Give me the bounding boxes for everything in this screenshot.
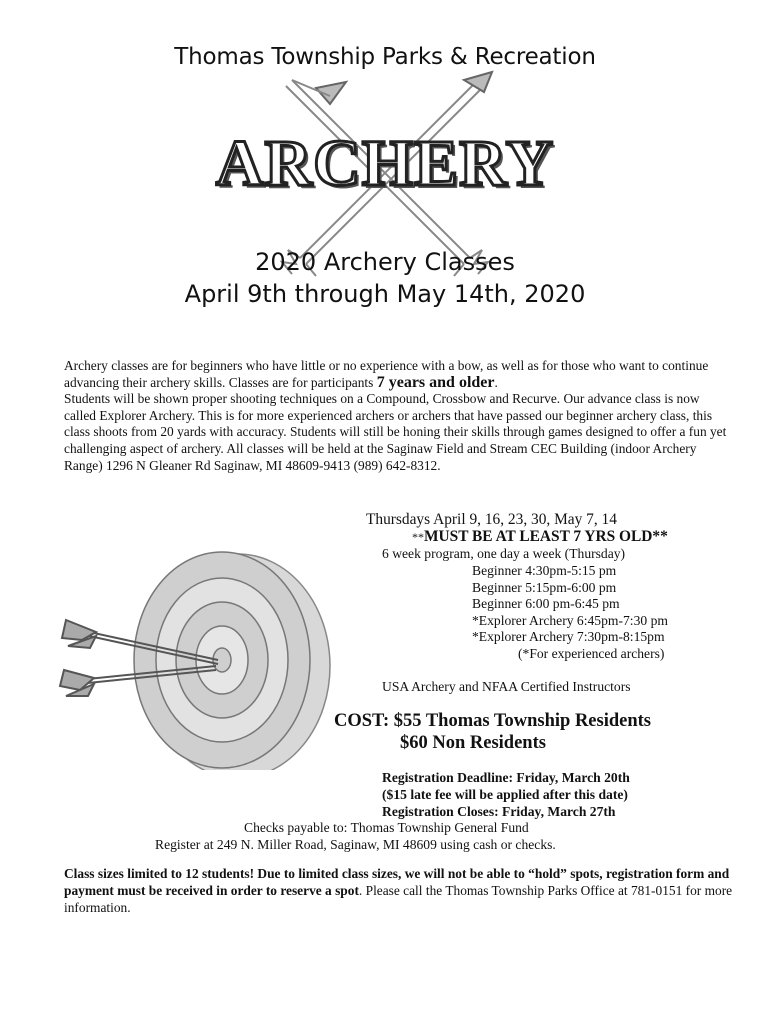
registration-location: Register at 249 N. Miller Road, Saginaw, MI 48609 using cash or checks.	[155, 837, 556, 852]
late-fee-note: ($15 late fee will be applied after this date)	[382, 787, 628, 802]
registration-deadline: Registration Deadline: Friday, March 20th	[382, 770, 630, 785]
intro-class-description: Students will be shown proper shooting techniques on a Compound, Crossbow and Recurve. Our advance class is now called Explorer Archery. This is for more experienced archers or archers that have passed our beginner archery class, this class shoots from 20 yards with accuracy. Students will still be honing their skills through games designed to offer a fun yet challenging aspect of archery. All classes will be held at the Saginaw Field and Stream CEC Building (indoor Archery Range) 1296 N Gleaner Rd Saginaw, MI 48609-9413 (989) 642-8312.	[64, 391, 727, 473]
session-item: *Explorer Archery 6:45pm-7:30 pm	[472, 612, 668, 628]
registration-closes: Registration Closes: Friday, March 27th	[382, 804, 616, 819]
age-prefix: **	[412, 530, 424, 544]
intro-text-end: .	[494, 374, 498, 390]
session-item: Beginner 5:15pm-6:00 pm	[472, 579, 617, 595]
subtitle-date-range: April 9th through May 14th, 2020	[184, 280, 586, 308]
age-requirement-text: MUST BE AT LEAST 7 YRS OLD	[424, 528, 653, 545]
intro-text-start: Archery classes are for beginners who have little or no experience with a bow, as well as for those who want to continue advancing their archery skills. Classes are for participants	[64, 358, 709, 390]
cost-non-residents: $60 Non Residents	[400, 733, 546, 753]
intro-paragraph	[64, 358, 734, 474]
program-description: 6 week program, one day a week (Thursday)	[382, 546, 626, 561]
page-title: ARCHERY	[215, 127, 555, 200]
session-list	[472, 563, 668, 646]
session-item: *Explorer Archery 7:30pm-8:15pm	[472, 629, 665, 645]
class-size-warning: Class sizes limited to 12 students! Due to limited class sizes, we will not be able to “hold” spots, registration form and payment must be received in order to reserve a spot	[64, 866, 730, 898]
age-requirement	[412, 529, 668, 546]
cost-residents: COST: $55 Thomas Township Residents	[334, 711, 652, 731]
session-item: Beginner 6:00 pm-6:45 pm	[472, 596, 620, 612]
checks-payable: Checks payable to: Thomas Township General Fund	[244, 820, 529, 835]
session-item: Beginner 4:30pm-5:15 pm	[472, 563, 617, 578]
organization-name: Thomas Township Parks & Recreation	[174, 44, 596, 70]
explorer-note: (*For experienced archers)	[518, 646, 665, 661]
archery-target-graphic	[0, 520, 340, 770]
class-dates: Thursdays April 9, 16, 23, 30, May 7, 14	[366, 511, 617, 528]
contact-info: . Please call the Thomas Township Parks Office at 781-0151 for more information.	[64, 883, 733, 915]
class-size-notice	[64, 865, 744, 916]
instructors-note: USA Archery and NFAA Certified Instructors	[382, 679, 631, 694]
intro-age-emphasis: 7 years and older	[376, 373, 495, 391]
subtitle-classes: 2020 Archery Classes	[255, 248, 515, 276]
age-suffix: **	[652, 528, 668, 545]
